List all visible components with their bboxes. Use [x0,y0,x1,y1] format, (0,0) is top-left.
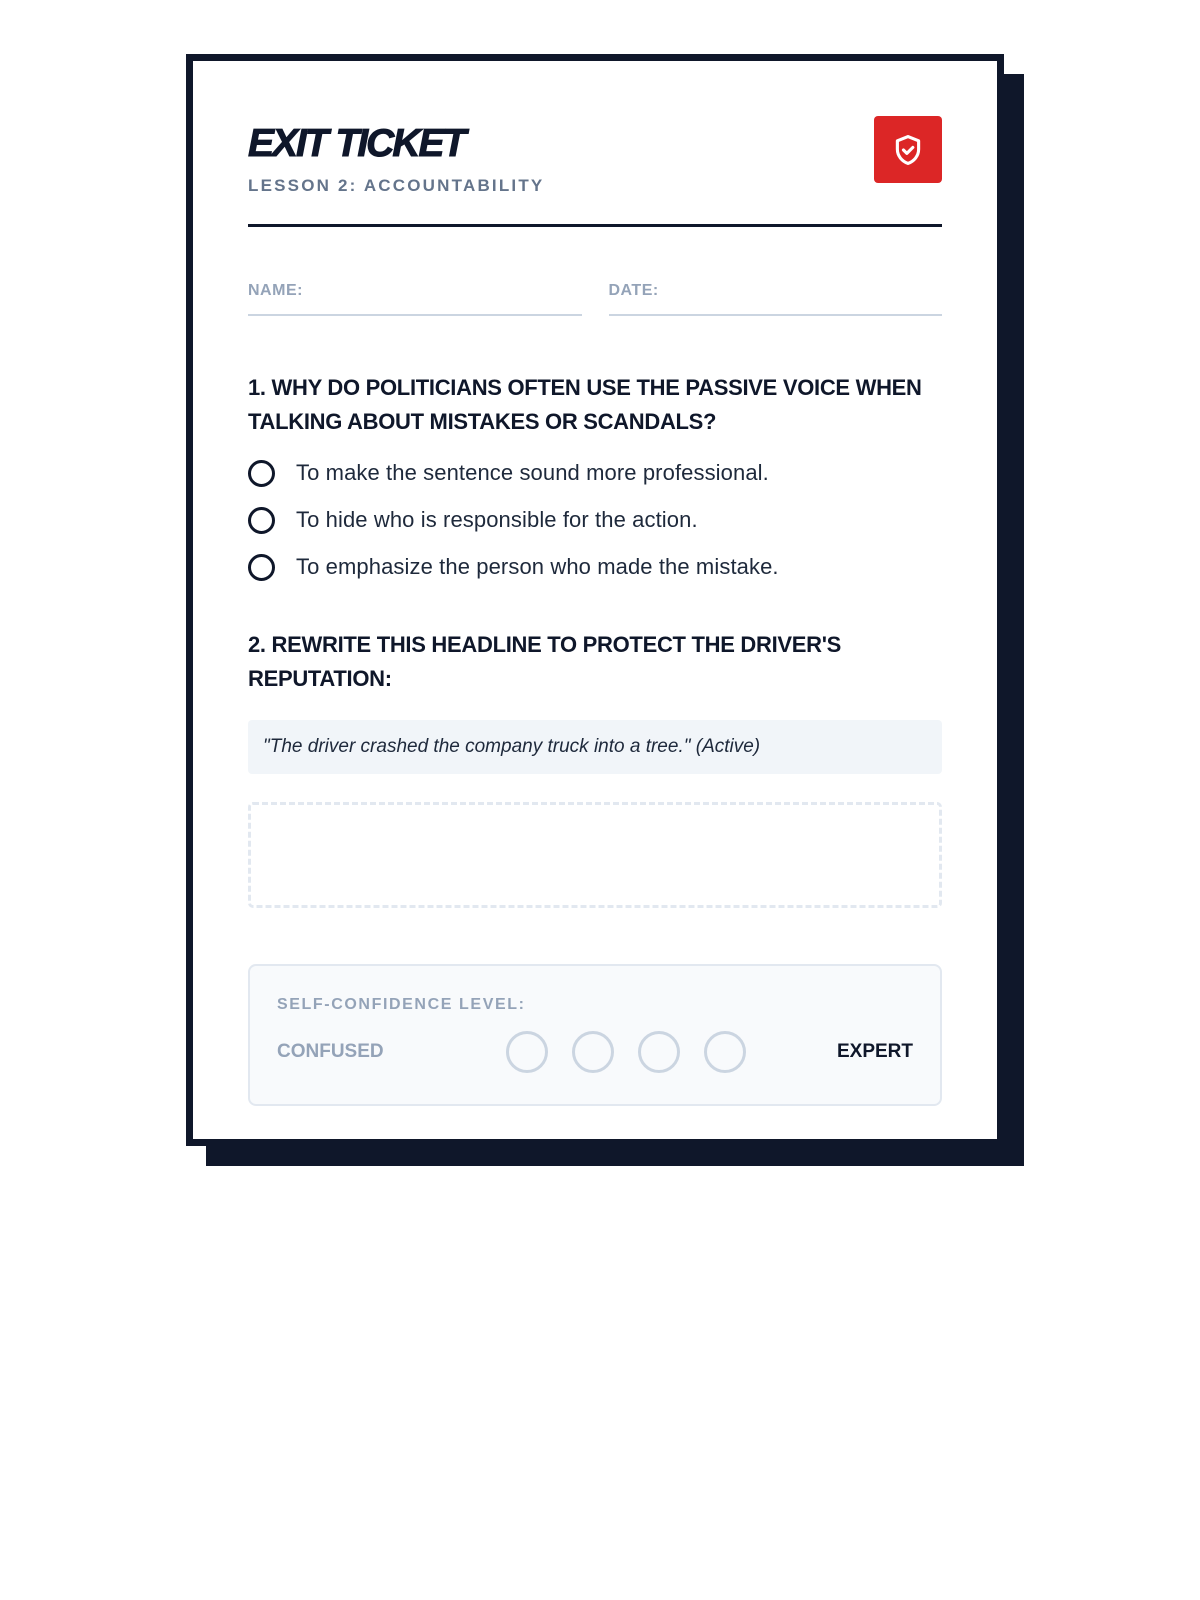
option-radio[interactable] [248,458,942,488]
scale-min-label: CONFUSED [277,1041,384,1062]
headline-quote: "The driver crashed the company truck into a tree." (Active) [248,720,942,774]
confidence-options [506,1031,746,1073]
confidence-scale [277,1031,913,1073]
self-confidence-panel [248,964,942,1106]
page-title: EXIT TICKET [248,122,465,165]
confidence-option-3[interactable] [638,1031,680,1073]
ticket-header [248,116,942,227]
option-label: To make the sentence sound more professional. [296,460,769,485]
date-label: DATE: [608,282,659,299]
shield-badge [874,116,942,183]
option-label: To emphasize the person who made the mistake. [296,554,779,579]
exit-ticket-card [186,54,1004,1146]
option-radio[interactable] [248,552,942,582]
radio-button[interactable] [248,554,275,581]
confidence-option-2[interactable] [572,1031,614,1073]
confidence-label: SELF-CONFIDENCE LEVEL: [277,996,526,1013]
question-2-prompt: 2. REWRITE THIS HEADLINE TO PROTECT THE DRIVER'S REPUTATION: [248,632,842,691]
option-radio[interactable] [248,505,942,535]
confidence-option-1[interactable] [506,1031,548,1073]
confidence-option-4[interactable] [704,1031,746,1073]
question-1-prompt: 1. WHY DO POLITICIANS OFTEN USE THE PASSIVE VOICE WHEN TALKING ABOUT MISTAKES OR SCANDALS? [248,375,922,434]
date-field[interactable] [609,282,943,316]
radio-button[interactable] [248,460,275,487]
name-field[interactable] [248,282,582,316]
name-label: NAME: [248,282,303,299]
option-label: To hide who is responsible for the action. [296,507,698,532]
shield-check-icon [891,132,925,168]
lesson-subtitle: LESSON 2: ACCOUNTABILITY [248,176,545,195]
question-1-options [248,458,942,582]
scale-max-label: EXPERT [836,1041,913,1062]
rewrite-answer-box[interactable] [248,802,942,908]
radio-button[interactable] [248,507,275,534]
student-fields [248,282,942,316]
